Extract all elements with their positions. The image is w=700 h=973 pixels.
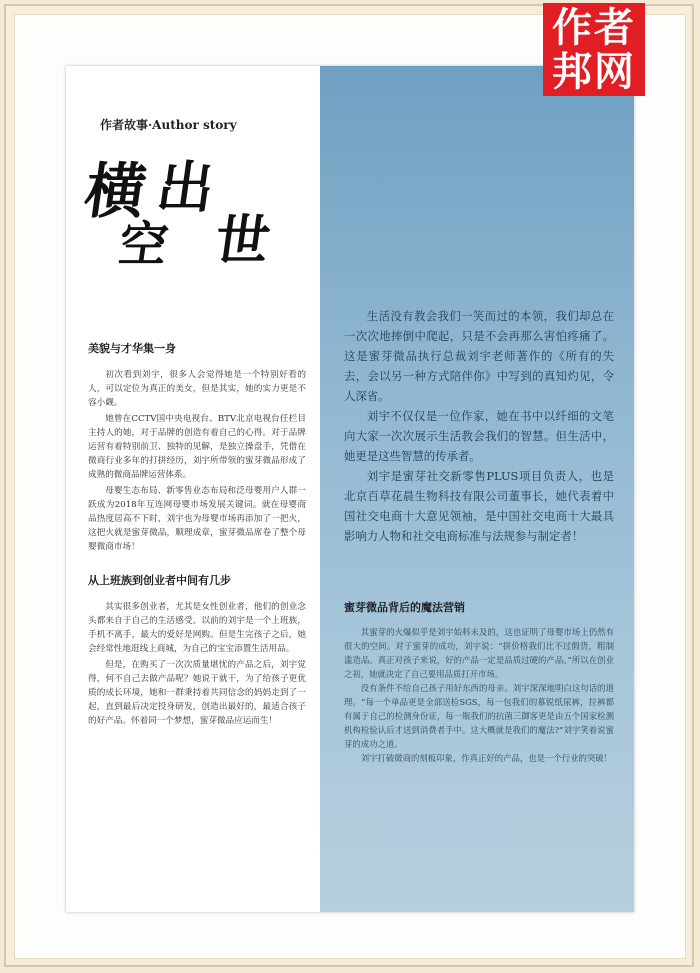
right-intro-column (344, 306, 614, 546)
paragraph: 没有条件不给自己孩子用好东西的母亲。刘宇深深地明白这句话的道理。“每一个单品更是全部送检SGS，每一包我们的慕锐纸尿裤，拉裤都有属于自己的检测身份证，每一瓶我们的抗菌三御客更是由五个国家检测机构检验认后才送到消费者手中。这大概就是我们的魔法?”刘宇笑着说蜜芽的成功之道。 (344, 683, 614, 749)
title-char-kong: 空 (115, 217, 172, 273)
section-heading: 蜜芽微品背后的魔法营销 (344, 601, 465, 614)
logo-line: 邦网 (552, 49, 636, 95)
section-heading: 美貌与才华集一身 (88, 342, 176, 355)
paragraph: 其实很多创业者，尤其是女性创业者，他们的创业念头都来自于自己的生活感受。以前的刘宇是一个上班族，手机不离手，最大的爱好是网购。但是生完孩子之后，她会经常性地逛线上商城，为自己的宝宝添置生活用品。 (88, 602, 306, 654)
site-logo (543, 3, 645, 96)
paragraph: 生活没有教会我们一笑而过的本领，我们却总在一次次地摔倒中爬起，只是不会再那么害怕疼痛了。这是蜜芽微品执行总裁刘宇老师著作的《所有的失去，会以另一种方式陪伴你》中写到的真知灼见，令人深省。 (344, 309, 614, 403)
paragraph: 刘宇是蜜芽社交新零售PLUS项目负责人，也是北京百草花晨生物科技有限公司董事长，她代表着中国社交电商十大意见领袖，是中国社交电商十大最具影响力人物和社交电商标准与法规参与制定者！ (344, 469, 614, 543)
left-column (88, 342, 306, 730)
paragraph: 她曾在CCTV国中央电视台、BTV北京电视台任栏目主持人的她，对于品牌的创造有着自己的心得。对于品牌运营有着特别前卫、独特的见解，是独立操盘手，凭借在微商行业多年的打拼经历，刘宇所带领的蜜芽微品形成了成熟的微商品牌运营体系。 (88, 414, 306, 480)
title-char-shi: 世 (211, 208, 275, 272)
paragraph: 刘宇不仅仅是一位作家，她在书中以纤细的文笔向大家一次次展示生活教会我们的智慧。但生活中，她更是这些智慧的传承者。 (344, 409, 614, 463)
right-section-column (344, 601, 614, 765)
section-label: 作者故事·Author story (100, 118, 237, 132)
paragraph: 刘宇打破微商的刻板印象，作真正好的产品，也是一个行业的突破！ (360, 753, 613, 763)
paragraph: 其蜜芽的火爆似乎是刘宇始料未及的，这也证明了母婴市场上仍然有很大的空间。对于蜜芽的成功，刘宇说：“拼价格我们比不过假货，粗制滥造品。真正对孩子来说，好的产品一定是品质过硬的产品。”所以在创业之初，她就决定了自己要用品质打开市场。 (344, 627, 614, 679)
title-char-chu: 出 (152, 155, 219, 221)
paragraph: 但是，在购买了一次次质量堪忧的产品之后，刘宇觉得，何不自己去做产品呢？她说干就干，为了给孩子更优质的成长环境，她和一群秉持着共同信念的妈妈走到了一起，直到最后决定投身研发，创造出最好的，最适合孩子的好产品。怀着同一个梦想，蜜芽微品应运而生！ (88, 660, 306, 726)
magazine-page (66, 66, 634, 912)
paragraph: 母婴生态布局、新零售业态布局和泛母婴用户人群一跃成为2018年互连网母婴市场发展关键词。就在母婴商品热度居高不下时，刘宇也为母婴市场再添加了一把火，这把火就是蜜芽微品，顺理成章，蜜芽微品席卷了整个母婴微商市场！ (88, 486, 306, 552)
paragraph: 初次看到刘宇，很多人会觉得她是一个特别好看的人，可以定位为真正的美女，但是其实，她的实力更是不容小觑。 (88, 370, 306, 408)
logo-line: 作者 (552, 5, 636, 51)
title-char-heng: 横 (80, 157, 151, 227)
section-heading: 从上班族到创业者中间有几步 (88, 574, 231, 587)
